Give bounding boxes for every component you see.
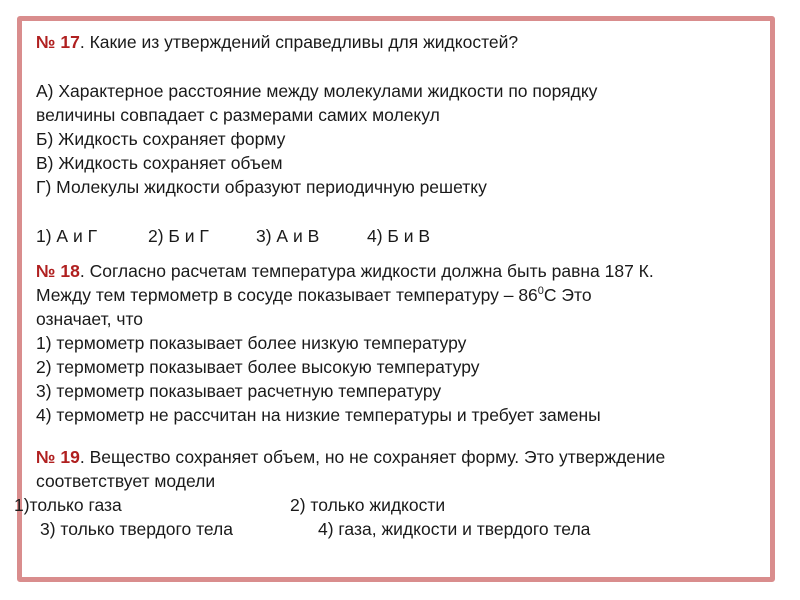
q18-degree-sup: 0: [537, 285, 544, 298]
q18-line2: [36, 283, 592, 307]
q17-number: № 17: [36, 32, 80, 52]
q17-answer-3: 3) А и В: [256, 226, 320, 246]
q17-answer-2: 2) Б и Г: [148, 226, 209, 246]
q19-option-4: 4) газа, жидкости и твердого тела: [318, 519, 591, 539]
q18-number: № 18: [36, 261, 80, 281]
q19-number: № 19: [36, 447, 80, 467]
q17-option-a-line1: А) Характерное расстояние между молекулами жидкости по порядку: [36, 81, 598, 101]
q17-question: [36, 30, 518, 54]
q17-answer-1: 1) А и Г: [36, 226, 98, 246]
q18-line3: означает, что: [36, 309, 144, 329]
q17-answers: [36, 224, 736, 248]
q19-option-3: 3) только твердого тела: [40, 519, 233, 539]
q19-option-1: 1)только газа: [14, 495, 122, 515]
q17-question-text: . Какие из утверждений справедливы для жидкостей?: [79, 32, 519, 52]
q18-line1: . Согласно расчетам температура жидкости должна быть равна 187 К.: [79, 261, 654, 281]
q19-line2: соответствует модели: [36, 471, 216, 491]
q19-option-2: 2) только жидкости: [290, 495, 446, 515]
q19-line1: . Вещество сохраняет объем, но не сохраняет форму. Это утверждение: [79, 447, 666, 467]
q18-option-2: 2) термометр показывает более высокую температуру: [36, 357, 480, 377]
q17-answer-4: 4) Б и В: [367, 226, 431, 246]
q17-option-a-line2: величины совпадает с размерами самих молекул: [36, 105, 440, 125]
q17-option-v: В) Жидкость сохраняет объем: [36, 153, 283, 173]
q17-option-b: Б) Жидкость сохраняет форму: [36, 129, 286, 149]
q19-question: [36, 445, 665, 469]
q18-line2-text: Между тем термометр в сосуде показывает температуру – 86: [36, 285, 538, 305]
q18-option-4: 4) термометр не рассчитан на низкие температуры и требует замены: [36, 405, 601, 425]
q18-line2-unit: С Это: [543, 285, 592, 305]
q18-option-3: 3) термометр показывает расчетную температуру: [36, 381, 442, 401]
q17-option-g: Г) Молекулы жидкости образуют периодичную решетку: [36, 177, 487, 197]
q18-question: [36, 259, 654, 283]
q18-option-1: 1) термометр показывает более низкую температуру: [36, 333, 467, 353]
